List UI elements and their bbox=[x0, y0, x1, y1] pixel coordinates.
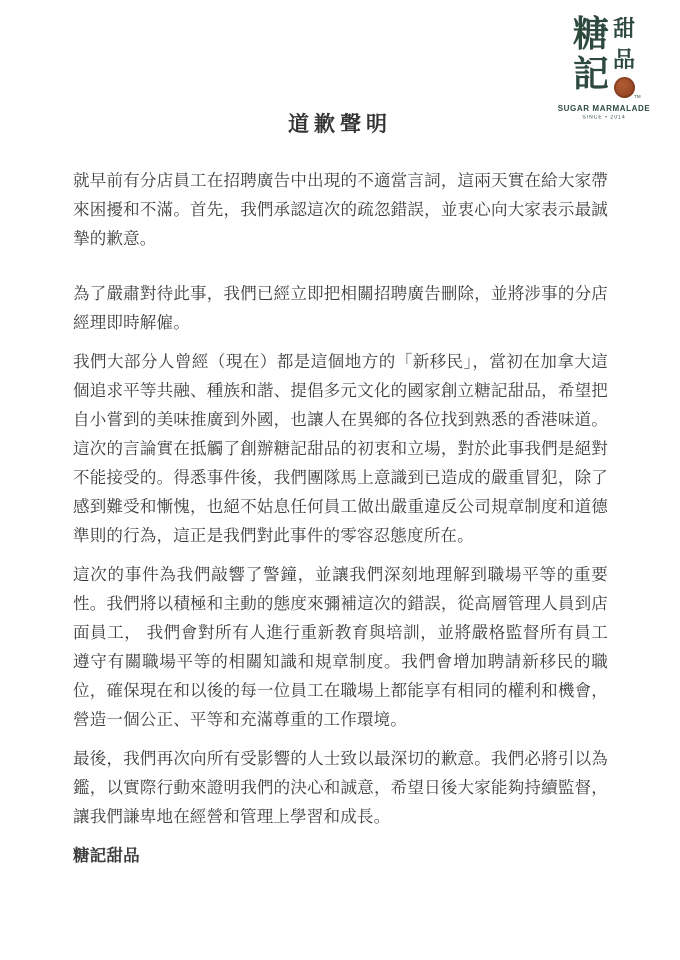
logo-char-tong: 糖 bbox=[572, 13, 609, 54]
logo-chinese-block bbox=[542, 14, 666, 98]
logo-left-column bbox=[573, 14, 609, 94]
paragraph-5: 最後，我們再次向所有受影響的人士致以最深切的歉意。我們必將引以為鑑，以實際行動來證明我們的決心和誠意，希望日後大家能夠持續監督，讓我們謙卑地在經營和管理上學習和成長。 bbox=[73, 750, 608, 826]
signature: 糖記甜品 bbox=[73, 847, 140, 865]
logo-since-text: SINCE • 2014 bbox=[582, 115, 626, 121]
logo-seal-icon bbox=[614, 77, 635, 98]
logo-char-tim: 甜 bbox=[613, 16, 636, 41]
paragraph-3: 我們大部分人曾經（現在）都是這個地方的「新移民」，當初在加拿大這個追求平等共融、種族和諧、提倡多元文化的國家創立糖記甜品，希望把自小嘗到的美味推廣到外國，也讓人在異鄉的各位找到熟悉的香港味道。這次的言論實在抵觸了創辦糖記甜品的初衷和立場，對於此事我們是絕對不能接受的。得悉事件後，我們團隊馬上意識到已造成的嚴重冒犯，除了感到難受和慚愧，也絕不姑息任何員工做出嚴重違反公司規章制度和道德準則的行為，這正是我們對此事件的零容忍態度所在。 bbox=[73, 353, 608, 545]
paragraph-4: 這次的事件為我們敲響了警鐘，並讓我們深刻地理解到職場平等的重要性。我們將以積極和主動的態度來彌補這次的錯誤，從高層管理人員到店面員工， 我們會對所有人進行重新教育與培訓，並將嚴格監督所有員工遵守有關職場平等的相關知識和規章制度。我們會增加聘請新移民的職位，確保現在和以後的每一位員工在職場上都能享有相同的權利和機會，營造一個公正、平等和充滿尊重的工作環境。 bbox=[73, 566, 608, 729]
paragraph-1: 就早前有分店員工在招聘廣告中出現的不適當言詞，這兩天實在給大家帶來困擾和不滿。首先，我們承認這次的疏忽錯誤，並衷心向大家表示最誠摯的歉意。 bbox=[73, 172, 608, 248]
logo-char-pun: 品 bbox=[613, 46, 636, 72]
sugar-marmalade-logo bbox=[542, 14, 666, 122]
paragraph-2: 為了嚴肅對待此事，我們已經立即把相關招聘廣告刪除，並將涉事的分店經理即時解僱。 bbox=[73, 285, 608, 332]
logo-seal-wrap bbox=[614, 77, 641, 100]
logo-char-kee: 記 bbox=[572, 53, 609, 94]
document-body bbox=[73, 167, 608, 871]
logo-english-name: SUGAR MARMALADE bbox=[557, 104, 651, 113]
logo-right-column bbox=[613, 14, 641, 100]
trademark-symbol: TM bbox=[633, 94, 641, 100]
document-title: 道歉聲明 bbox=[288, 113, 392, 136]
